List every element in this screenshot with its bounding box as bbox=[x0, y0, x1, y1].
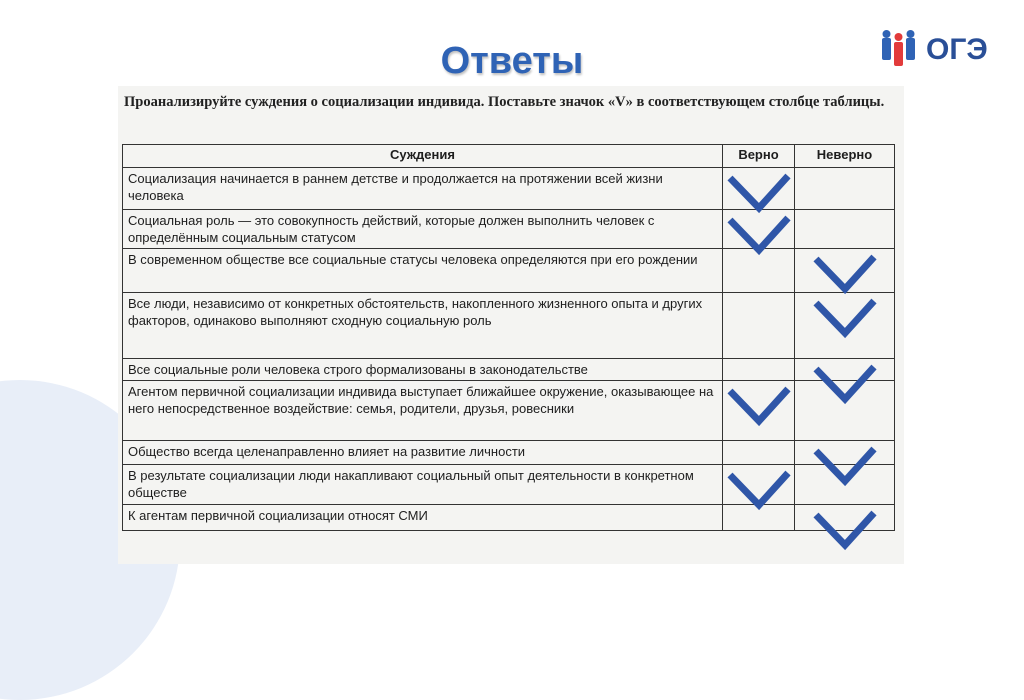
false-cell[interactable] bbox=[795, 293, 895, 359]
statement-cell: Все социальные роли человека строго формализованы в законодательстве bbox=[123, 359, 723, 381]
checkmark-icon bbox=[726, 383, 792, 427]
false-cell[interactable] bbox=[795, 359, 895, 381]
checkmark-icon bbox=[812, 251, 878, 295]
table-row bbox=[123, 465, 895, 505]
statement-cell: В результате социализации люди накапливают социальный опыт деятельности в конкретном обществе bbox=[123, 465, 723, 505]
table-row bbox=[123, 441, 895, 465]
answers-table bbox=[122, 144, 895, 531]
false-cell[interactable] bbox=[795, 441, 895, 465]
table-row bbox=[123, 359, 895, 381]
table-header-row bbox=[123, 145, 895, 168]
false-cell[interactable] bbox=[795, 505, 895, 531]
true-cell[interactable] bbox=[723, 441, 795, 465]
table-row bbox=[123, 210, 895, 249]
true-cell[interactable] bbox=[723, 505, 795, 531]
true-cell[interactable] bbox=[723, 249, 795, 293]
false-cell[interactable] bbox=[795, 465, 895, 505]
false-cell[interactable] bbox=[795, 210, 895, 249]
true-cell[interactable] bbox=[723, 359, 795, 381]
header-statements: Суждения bbox=[123, 145, 723, 168]
true-cell[interactable] bbox=[723, 465, 795, 505]
table-row bbox=[123, 381, 895, 441]
true-cell[interactable] bbox=[723, 210, 795, 249]
statement-cell: Социальная роль — это совокупность действий, которые должен выполнить человек с определённым социальным статусом bbox=[123, 210, 723, 249]
statement-cell: В современном обществе все социальные статусы человека определяются при его рождении bbox=[123, 249, 723, 293]
true-cell[interactable] bbox=[723, 381, 795, 441]
checkmark-icon bbox=[812, 507, 878, 551]
slide-title: Ответы bbox=[440, 40, 584, 82]
statement-cell: Агентом первичной социализации индивида выступает ближайшее окружение, оказывающее на него непосредственное воздействие: семья, родители, друзья, ровесники bbox=[123, 381, 723, 441]
true-cell[interactable] bbox=[723, 168, 795, 210]
table-row bbox=[123, 249, 895, 293]
statement-cell: Общество всегда целенаправленно влияет на развитие личности bbox=[123, 441, 723, 465]
checkmark-icon bbox=[726, 170, 792, 214]
header-true: Верно bbox=[723, 145, 795, 168]
table-row bbox=[123, 293, 895, 359]
oge-logo bbox=[880, 28, 1010, 72]
false-cell[interactable] bbox=[795, 249, 895, 293]
task-scan bbox=[118, 86, 904, 564]
table-row bbox=[123, 505, 895, 531]
statement-cell: Социализация начинается в раннем детстве и продолжается на протяжении всей жизни человека bbox=[123, 168, 723, 210]
false-cell[interactable] bbox=[795, 381, 895, 441]
true-cell[interactable] bbox=[723, 293, 795, 359]
oge-logo-icon bbox=[880, 28, 924, 72]
task-instruction: Проанализируйте суждения о социализации индивида. Поставьте значок «V» в соответствующем столбце таблицы. bbox=[124, 94, 885, 110]
table-row bbox=[123, 168, 895, 210]
logo-text: ОГЭ bbox=[926, 33, 988, 66]
statement-cell: Все люди, независимо от конкретных обстоятельств, накопленного жизненного опыта и других факторов, одинаково выполняют сходную социальную роль bbox=[123, 293, 723, 359]
false-cell[interactable] bbox=[795, 168, 895, 210]
header-false: Неверно bbox=[795, 145, 895, 168]
statement-cell: К агентам первичной социализации относят СМИ bbox=[123, 505, 723, 531]
checkmark-icon bbox=[812, 295, 878, 339]
